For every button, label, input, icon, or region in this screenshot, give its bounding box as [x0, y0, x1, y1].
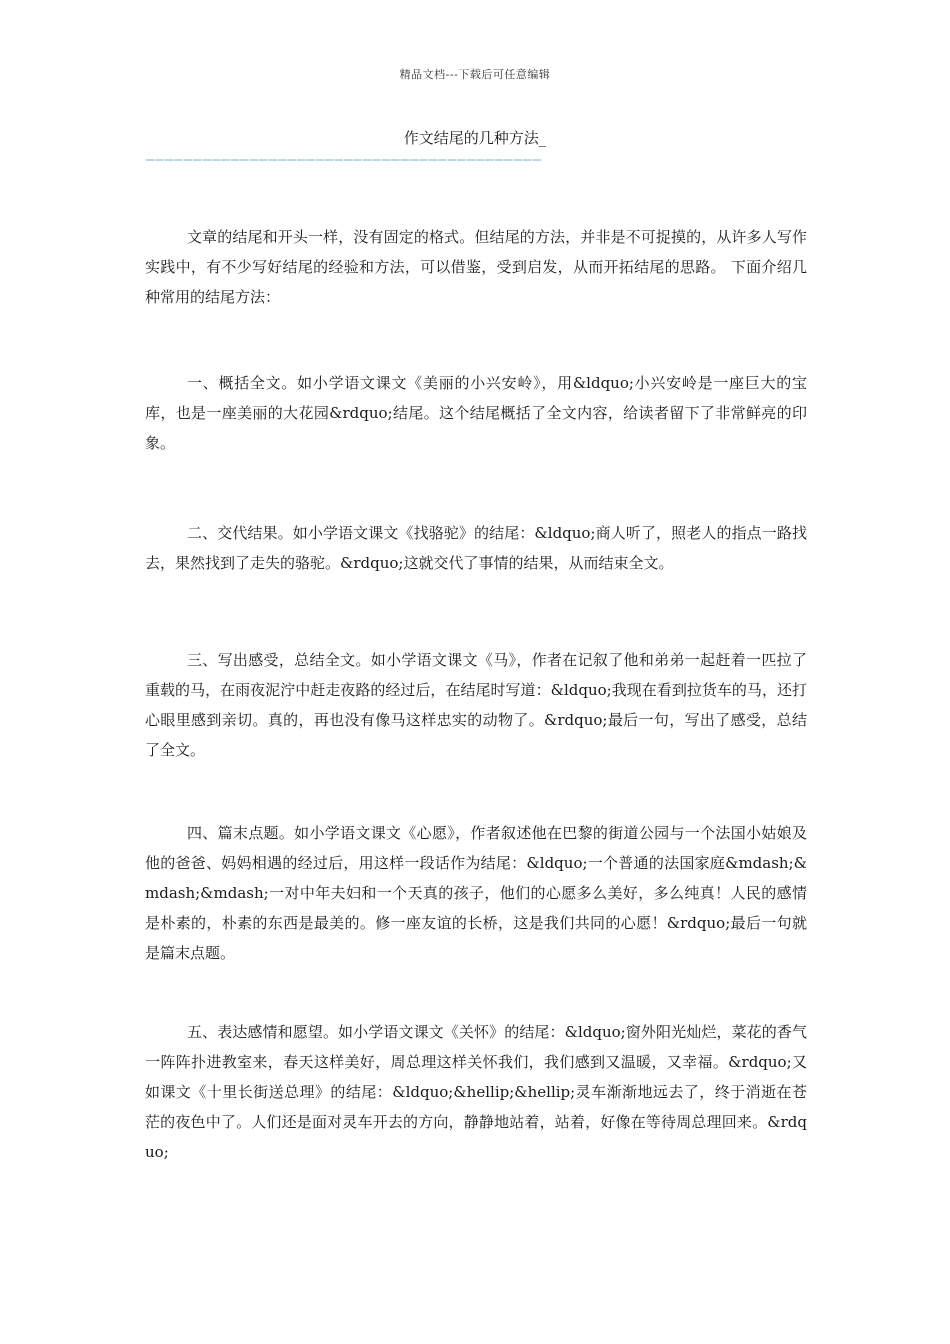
title-underline-rule: —————————————————————————————————————————— — [146, 152, 543, 168]
method-5-paragraph: 五、表达感情和愿望。如小学语文课文《关怀》的结尾：&ldquo;窗外阳光灿烂，菜花的香气一阵阵扑进教室来，春天这样美好，周总理这样关怀我们，我们感到又温暖，又幸福。&rdquo;又如课文《十里长街送总理》的结尾：&ldquo;&hellip;&hellip;灵车渐渐地远去了，终于消逝在苍茫的夜色中了。人们还是面对灵车开去的方向，静静地站着，站着，好像在等待周总理回来。&rdquo; — [145, 1023, 807, 1161]
header-note: 精品文档---下载后可任意编辑 — [399, 68, 551, 81]
method-2-paragraph: 二、交代结果。如小学语文课文《找骆驼》的结尾：&ldquo;商人听了，照老人的指点一路找去，果然找到了走失的骆驼。&rdquo;这就交代了事情的结果，从而结束全文。 — [145, 524, 807, 572]
method-1-paragraph: 一、概括全文。如小学语文课文《美丽的小兴安岭》，用&ldquo;小兴安岭是一座巨大的宝库，也是一座美丽的大花园&rdquo;结尾。这个结尾概括了全文内容，给读者留下了非常鲜亮的印象。 — [145, 374, 807, 452]
method-3-paragraph: 三、写出感受，总结全文。如小学语文课文《马》，作者在记叙了他和弟弟一起赶着一匹拉了重载的马，在雨夜泥泞中赶走夜路的经过后，在结尾时写道：&ldquo;我现在看到拉货车的马，还打心眼里感到亲切。真的，再也没有像马这样忠实的动物了。&rdquo;最后一句，写出了感受，总结了全文。 — [145, 651, 807, 759]
method-4-paragraph: 四、篇末点题。如小学语文课文《心愿》，作者叙述他在巴黎的街道公园与一个法国小姑娘及他的爸爸、妈妈相遇的经过后，用这样一段话作为结尾：&ldquo;一个普通的法国家庭&mdash;&mdash;&mdash;一对中年夫妇和一个天真的孩子，他们的心愿多么美好，多么纯真！人民的感情是朴素的，朴素的东西是最美的。修一座友谊的长桥，这是我们共同的心愿！&rdquo;最后一句就是篇末点题。 — [145, 824, 807, 962]
intro-paragraph: 文章的结尾和开头一样，没有固定的格式。但结尾的方法，并非是不可捉摸的，从许多人写作实践中，有不少写好结尾的经验和方法，可以借鉴，受到启发，从而开拓结尾的思路。 下面介绍几种常用的结尾方法： — [145, 228, 807, 306]
document-title: 作文结尾的几种方法_ — [403, 129, 547, 147]
